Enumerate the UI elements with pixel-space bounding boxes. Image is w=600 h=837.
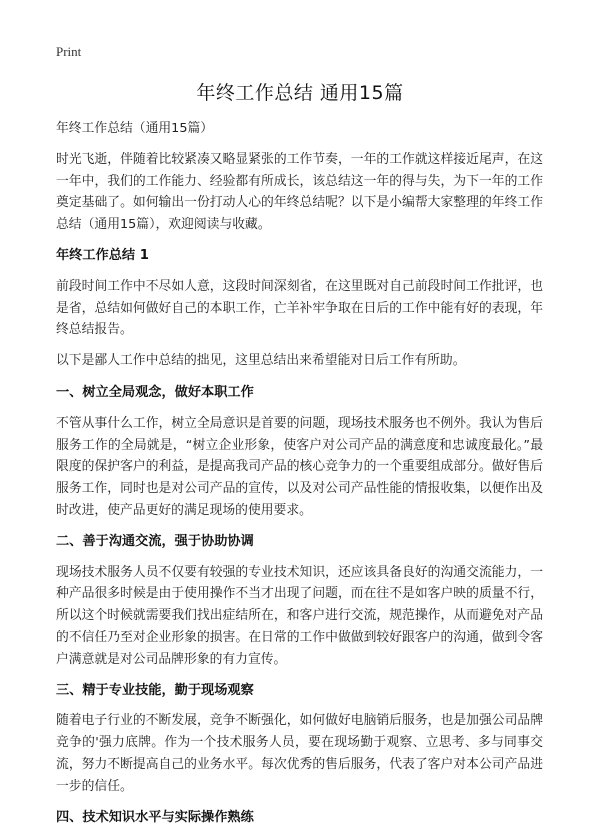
document-title: 年终工作总结 通用15篇 (196, 82, 404, 104)
subheading-one: 一、树立全局观念，做好本职工作 (56, 384, 254, 400)
intro-paragraph: 时光飞逝，伴随着比较紧凑又略显紧张的工作节奏，一年的工作就这样接近尾声，在这一年中，我们的工作能力、经验都有所成长，该总结这一年的得与失，为下一年的工作奠定基础了。如何输出一份打动人心的年终总结呢？以下是小编帮大家整理的年终工作总结（通用15篇），欢迎阅读与收藏。 (56, 151, 543, 233)
paragraph-three: 随着电子行业的不断发展，竞争不断强化，如何做好电脑销后服务，也是加强公司品牌竞争的'强力底牌。作为一个技术服务人员，要在现场勤于观察、立思考、多与同事交流，努力不断提高自己的业务水平。每次优秀的售后服务，代表了客户对本公司产品进一步的信任。 (56, 713, 543, 794)
subheading-two: 二、善于沟通交流，强于协助协调 (56, 533, 254, 549)
article-subtitle: 年终工作总结（通用15篇） (56, 121, 214, 136)
print-link[interactable]: Print (56, 44, 82, 59)
subheading-three: 三、精于专业技能，勤于现场观察 (56, 682, 254, 698)
paragraph-one: 不管从事什么工作，树立全局意识是首要的问题，现场技术服务也不例外。我认为售后服务工作的全局就是，“树立企业形象，使客户对公司产品的满意度和忠诚度最化。”最限度的保护客户的利益，是提高我司产品的核心竞争力的一个重要组成部分。做好售后服务工作，同时也是对公司产品的宣传，以及对公司产品性能的情报收集，以便作出及时改进，使产品更好的满足现场的使用要求。 (56, 415, 543, 518)
section-heading-1: 年终工作总结 1 (56, 247, 149, 263)
paragraph-two: 现场技术服务人员不仅要有较强的专业技术知识，还应该具备良好的沟通交流能力，一种产品很多时候是由于使用操作不当才出现了问题，而在往不是如客户映的质量不行，所以这个时候就需要我们找出症结所在，和客户进行交流，规范操作，从而避免对产品的不信任乃至对企业形象的损害。在日常的工作中做做到较好跟客户的沟通，做到令客户满意就是对公司品牌形象的有力宣传。 (56, 564, 543, 667)
section1-paragraph-2: 以下是鄙人工作中总结的拙见，这里总结出来希望能对日后工作有所助。 (56, 353, 466, 369)
subheading-four: 四、技术知识水平与实际操作熟练 (56, 809, 254, 825)
section1-paragraph-1: 前段时间工作中不尽如人意，这段时间深刻省，在这里既对自己前段时间工作批评，也是省，总结如何做好自己的本职工作，亡羊补牢争取在日后的工作中能有好的表现，年终总结报告。 (56, 278, 543, 338)
article-body (56, 118, 543, 837)
